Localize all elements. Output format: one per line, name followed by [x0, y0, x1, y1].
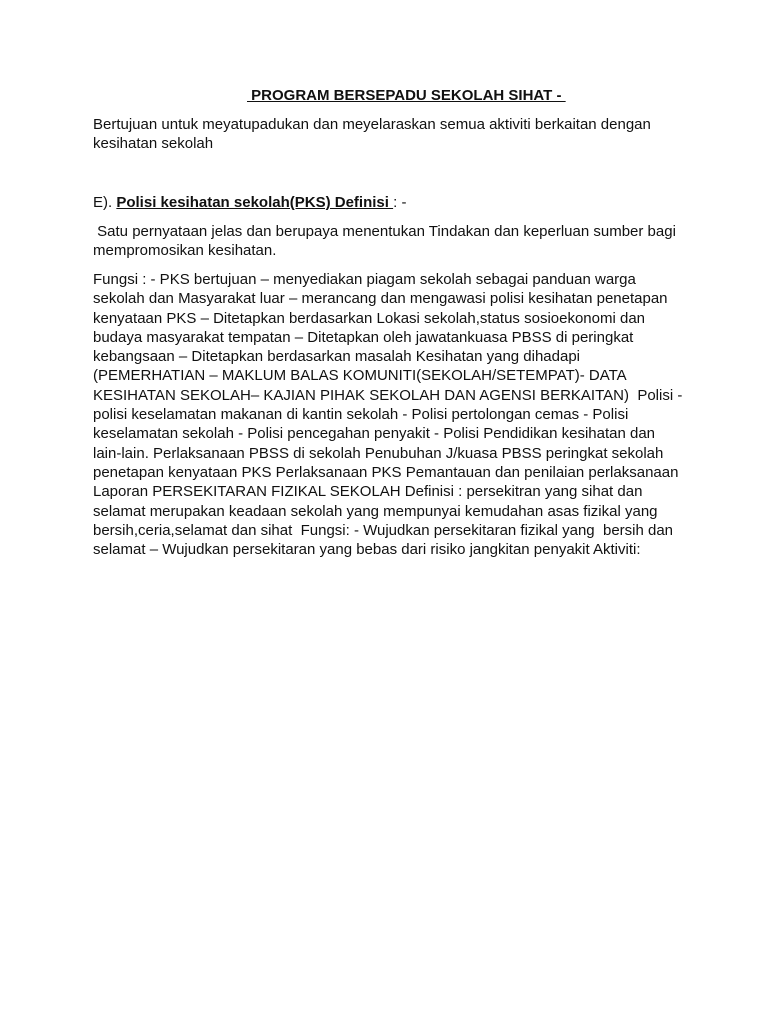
- section-heading: [93, 193, 683, 212]
- section-suffix: : -: [393, 194, 407, 211]
- functions-paragraph: Fungsi : - PKS bertujuan – menyediakan piagam sekolah sebagai panduan warga sekolah dan Masyarakat luar – merancang dan mengawasi polisi kesihatan penetapan kenyataan PKS – Ditetapkan berdasarkan Lokasi sekolah,status sosioekonomi dan budaya masyarakat tempatan – Ditetapkan oleh jawatankuasa PBSS di peringkat kebangsaan – Ditetapkan berdasarkan masalah Kesihatan yang dihadapi (PEMERHATIAN – MAKLUM BALAS KOMUNITI(SEKOLAH/SETEMPAT)- DATA KESIHATAN SEKOLAH– KAJIAN PIHAK SEKOLAH DAN AGENSI BERKAITAN) Polisi - polisi keselamatan makanan di kantin sekolah - Polisi pertolongan cemas - Polisi keselamatan sekolah - Polisi pencegahan penyakit - Polisi Pendidikan kesihatan dan lain-lain. Perlaksanaan PBSS di sekolah Penubuhan J/kuasa PBSS peringkat sekolah penetapan kenyataan PKS Perlaksanaan PKS Pemantauan dan penilaian perlaksanaan Laporan PERSEKITARAN FIZIKAL SEKOLAH Definisi : persekitran yang sihat dan selamat merupakan keadaan sekolah yang mempunyai kemudahan asas fizikal yang bersih,ceria,selamat dan sihat Fungsi: - Wujudkan persekitaran fizikal yang bersih dan selamat – Wujudkan persekitaran yang bebas dari risiko jangkitan penyakit Aktiviti:: [93, 271, 687, 559]
- section-prefix: E).: [93, 194, 117, 211]
- intro-paragraph: Bertujuan untuk meyatupadukan dan meyelaraskan semua aktiviti berkaitan dengan kesihatan sekolah: [93, 116, 651, 153]
- document-title: PROGRAM BERSEPADU SEKOLAH SIHAT -: [247, 87, 566, 104]
- section-heading-text: Polisi kesihatan sekolah(PKS) Definisi: [116, 194, 394, 211]
- title-row: [93, 87, 683, 107]
- definition-paragraph: Satu pernyataan jelas dan berupaya menentukan Tindakan dan keperluan sumber bagi mempromosikan kesihatan.: [93, 223, 681, 260]
